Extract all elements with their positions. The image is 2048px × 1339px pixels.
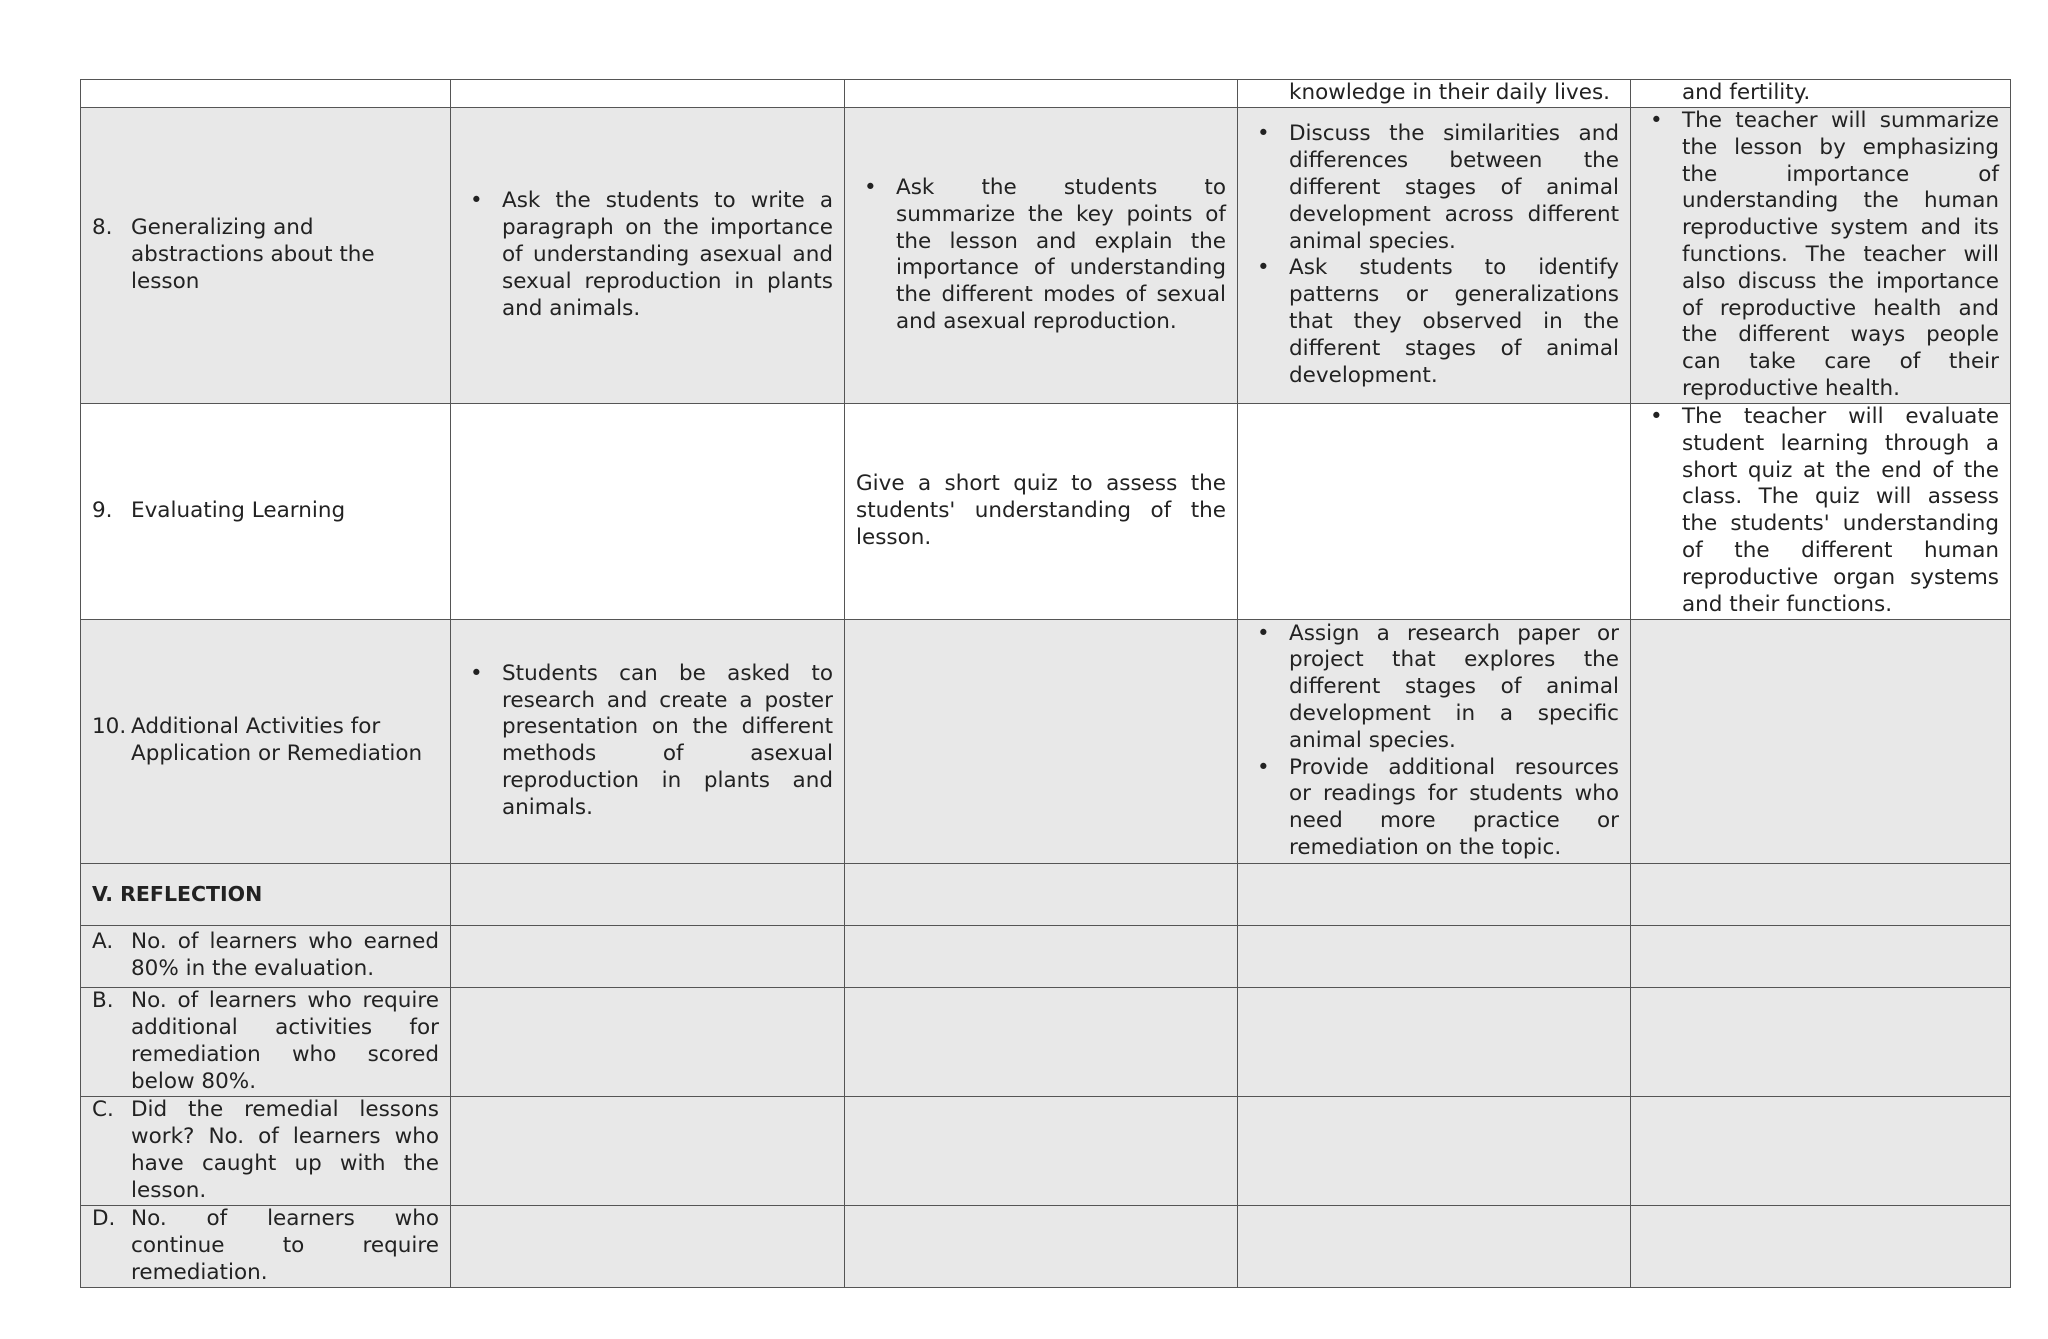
reflection-letter: C. [92,1097,114,1123]
reflection-label [81,925,451,987]
cell-empty [1238,863,1631,925]
lesson-plan-table [80,79,2011,1288]
row-reflection-d [81,1205,2011,1287]
reflection-text: Did the remedial lessons work? No. of learners who have caught up with the lesson. [131,1097,439,1203]
reflection-letter: D. [92,1206,116,1232]
cell-empty [81,80,451,108]
cell-empty [1238,1205,1631,1287]
bullet-item: • The teacher will summarize the lesson by emphasizing the importance of understanding the human reproductive system and its functions. The teacher will also discuss the importance of reproductive health and the different ways people can take care of their reproductive health. [1642,108,1999,403]
cell-empty [1631,1096,2011,1205]
row-number: 8. [92,215,113,241]
reflection-label [81,1096,451,1205]
row-number: 10. [92,714,127,740]
row-reflection-a [81,925,2011,987]
cell-empty [1631,863,2011,925]
bullet-item: • Ask students to identify patterns or generalizations that they observed in the different stages of animal development. [1249,255,1619,389]
cell-empty [1631,925,2011,987]
cell-empty [451,925,845,987]
cell-empty [451,987,845,1096]
row-label-text: Additional Activities for Application or Remediation [131,714,423,767]
row-evaluating [81,403,2011,619]
row-number: 9. [92,497,113,523]
cell-empty [1238,403,1631,619]
row-label-text: Evaluating Learning [131,497,346,523]
cell-empty [451,80,845,108]
reflection-letter: B. [92,988,114,1014]
reflection-label [81,1205,451,1287]
cell-empty [1631,619,2011,863]
reflection-text: No. of learners who continue to require remediation. [131,1206,439,1285]
row-reflection-heading [81,863,2011,925]
continuation-row [81,80,2011,108]
continuation-text: and fertility. [1631,80,2011,108]
cell-empty [451,863,845,925]
bullet-item: • Assign a research paper or project that explores the different stages of animal development in a specific animal species. [1249,621,1619,755]
row-reflection-b [81,987,2011,1096]
cell-activity [451,108,845,404]
reflection-text: No. of learners who require additional activities for remediation who scored below 80%. [131,988,439,1094]
reflection-label [81,987,451,1096]
row-reflection-c [81,1096,2011,1205]
row-label [81,403,451,619]
cell-empty [451,403,845,619]
cell-empty [1631,1205,2011,1287]
cell-activity [845,108,1238,404]
cell-activity [1238,619,1631,863]
cell-empty [845,80,1238,108]
reflection-text: No. of learners who earned 80% in the evaluation. [131,929,439,982]
bullet-item: • Ask the students to write a paragraph on the importance of understanding asexual and sexual reproduction in plants and animals. [462,188,833,322]
section-heading: V. REFLECTION [81,863,451,925]
bullet-item: • The teacher will evaluate student learning through a short quiz at the end of the class. The quiz will assess the students' understanding of the different human reproductive organ systems and their functions. [1642,404,1999,618]
cell-activity [1238,108,1631,404]
row-generalizing [81,108,2011,404]
reflection-letter: A. [92,929,114,955]
row-label-text: Generalizing and abstractions about the lesson [131,215,375,294]
cell-activity [451,619,845,863]
continuation-text: knowledge in their daily lives. [1238,80,1631,108]
cell-empty [845,863,1238,925]
cell-empty [845,619,1238,863]
cell-empty [451,1096,845,1205]
cell-empty [845,1205,1238,1287]
bullet-item: • Discuss the similarities and differences between the different stages of animal development across different animal species. [1249,121,1619,255]
cell-empty [1238,987,1631,1096]
row-label [81,108,451,404]
row-label [81,619,451,863]
bullet-item: • Students can be asked to research and create a poster presentation on the different methods of asexual reproduction in plants and animals. [462,661,833,822]
cell-activity: Give a short quiz to assess the students' understanding of the lesson. [845,403,1238,619]
row-additional-activities [81,619,2011,863]
cell-empty [1238,925,1631,987]
cell-empty [845,925,1238,987]
cell-empty [845,1096,1238,1205]
cell-empty [1238,1096,1631,1205]
cell-empty [1631,987,2011,1096]
bullet-item: • Ask the students to summarize the key points of the lesson and explain the importance of understanding the different modes of sexual and asexual reproduction. [856,175,1226,336]
cell-empty [451,1205,845,1287]
bullet-item: • Provide additional resources or readings for students who need more practice or remediation on the topic. [1249,755,1619,862]
cell-activity [1631,403,2011,619]
cell-activity [1631,108,2011,404]
cell-empty [845,987,1238,1096]
